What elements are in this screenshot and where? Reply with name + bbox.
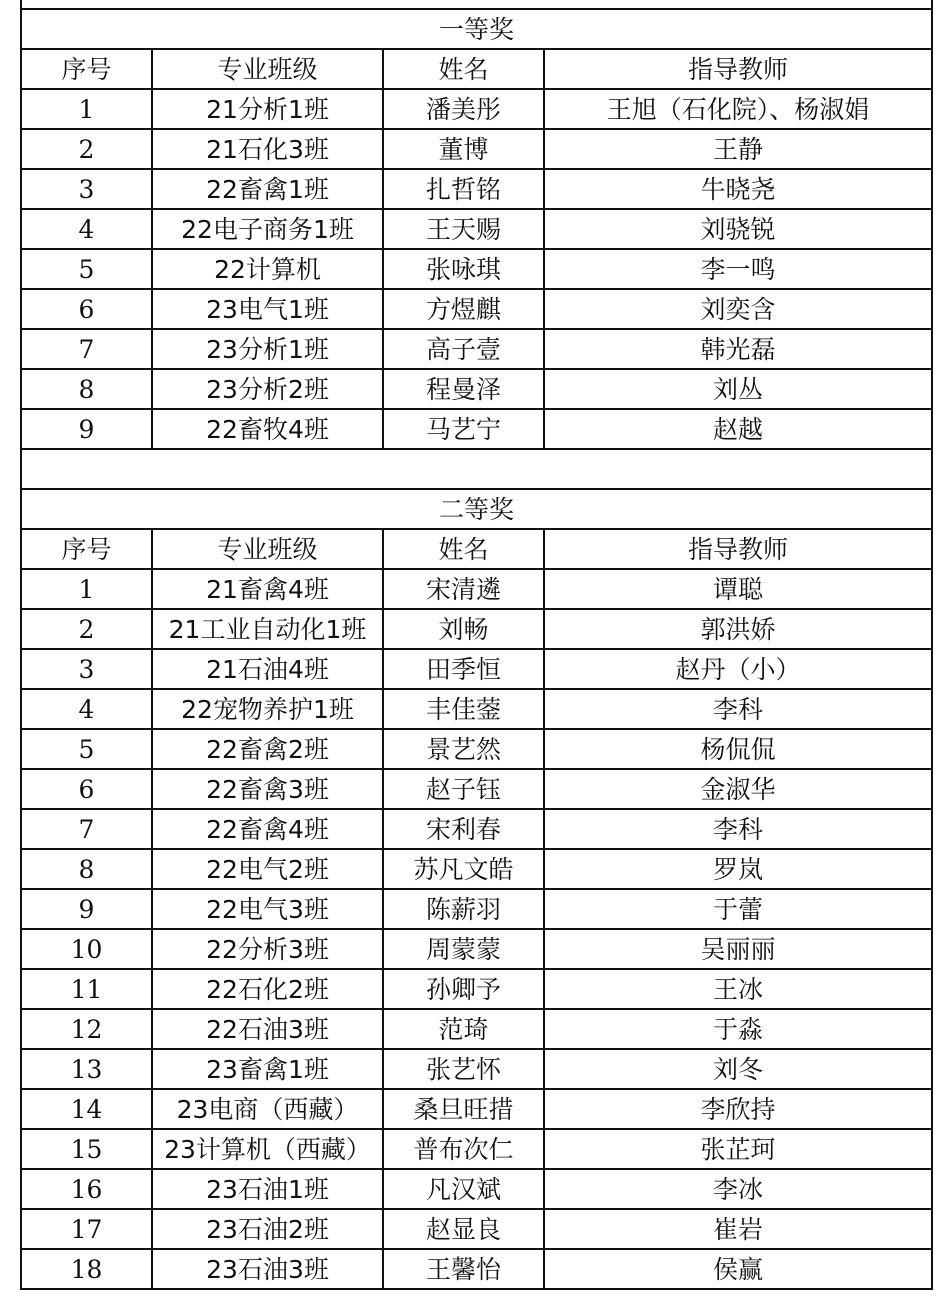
first-prize-header-class: 专业班级 (152, 49, 383, 89)
row-teacher: 郭洪娇 (544, 609, 932, 649)
row-student: 刘畅 (383, 609, 544, 649)
row-teacher: 侯赢 (544, 1249, 932, 1289)
row-class: 23分析2班 (152, 369, 383, 409)
table-row (21, 969, 932, 1009)
row-teacher: 于淼 (544, 1009, 932, 1049)
cropped-title-cell (21, 0, 932, 9)
table-row (21, 809, 932, 849)
award-list-sheet (20, 0, 931, 1290)
row-student: 景艺然 (383, 729, 544, 769)
row-class: 22畜禽3班 (152, 769, 383, 809)
row-teacher: 王静 (544, 129, 932, 169)
row-teacher: 王冰 (544, 969, 932, 1009)
row-student: 宋清遴 (383, 569, 544, 609)
row-index: 12 (21, 1009, 152, 1049)
row-teacher: 韩光磊 (544, 329, 932, 369)
first-prize-title: 一等奖 (21, 9, 932, 49)
table-row (21, 1209, 932, 1249)
row-index: 11 (21, 969, 152, 1009)
row-teacher: 刘冬 (544, 1049, 932, 1089)
row-student: 周蒙蒙 (383, 929, 544, 969)
table-row (21, 849, 932, 889)
row-teacher: 李一鸣 (544, 249, 932, 289)
row-index: 2 (21, 129, 152, 169)
table-row (21, 889, 932, 929)
table-row (21, 1089, 932, 1129)
second-prize-header-row (21, 529, 932, 569)
table-row (21, 289, 932, 329)
row-class: 22电气2班 (152, 849, 383, 889)
row-index: 6 (21, 769, 152, 809)
row-student: 张艺怀 (383, 1049, 544, 1089)
row-teacher: 金淑华 (544, 769, 932, 809)
row-index: 5 (21, 729, 152, 769)
row-teacher: 赵越 (544, 409, 932, 449)
row-index: 7 (21, 809, 152, 849)
row-teacher: 牛晓尧 (544, 169, 932, 209)
first-prize-title-row (21, 9, 932, 49)
table-row (21, 609, 932, 649)
row-index: 14 (21, 1089, 152, 1129)
row-student: 范琦 (383, 1009, 544, 1049)
spacer-row (21, 449, 932, 489)
table-row (21, 89, 932, 129)
spacer-cell (21, 449, 932, 489)
row-student: 王馨怡 (383, 1249, 544, 1289)
table-row (21, 1129, 932, 1169)
row-student: 凡汉斌 (383, 1169, 544, 1209)
row-student: 宋利春 (383, 809, 544, 849)
table-row (21, 249, 932, 289)
row-class: 22石化2班 (152, 969, 383, 1009)
row-teacher: 谭聪 (544, 569, 932, 609)
row-student: 方煜麒 (383, 289, 544, 329)
second-prize-title: 二等奖 (21, 489, 932, 529)
row-class: 21分析1班 (152, 89, 383, 129)
award-table (20, 0, 933, 1290)
table-row (21, 729, 932, 769)
row-teacher: 刘骁锐 (544, 209, 932, 249)
row-class: 21工业自动化1班 (152, 609, 383, 649)
row-class: 23分析1班 (152, 329, 383, 369)
table-row (21, 689, 932, 729)
row-teacher: 吴丽丽 (544, 929, 932, 969)
row-teacher: 张芷珂 (544, 1129, 932, 1169)
row-class: 22畜牧4班 (152, 409, 383, 449)
award-table-body (21, 0, 932, 1289)
row-student: 程曼泽 (383, 369, 544, 409)
row-class: 21石化3班 (152, 129, 383, 169)
row-teacher: 杨侃侃 (544, 729, 932, 769)
row-student: 丰佳蓥 (383, 689, 544, 729)
first-prize-header-teacher: 指导教师 (544, 49, 932, 89)
row-student: 赵子钰 (383, 769, 544, 809)
row-class: 21畜禽4班 (152, 569, 383, 609)
row-class: 22计算机 (152, 249, 383, 289)
row-class: 23石油1班 (152, 1169, 383, 1209)
row-student: 王天赐 (383, 209, 544, 249)
row-class: 22宠物养护1班 (152, 689, 383, 729)
cropped-top-row (21, 0, 932, 9)
row-student: 桑旦旺措 (383, 1089, 544, 1129)
row-class: 22分析3班 (152, 929, 383, 969)
row-class: 23电商（西藏） (152, 1089, 383, 1129)
row-class: 23石油2班 (152, 1209, 383, 1249)
row-index: 3 (21, 649, 152, 689)
row-index: 17 (21, 1209, 152, 1249)
table-row (21, 649, 932, 689)
row-teacher: 李冰 (544, 1169, 932, 1209)
row-index: 10 (21, 929, 152, 969)
row-index: 9 (21, 889, 152, 929)
row-student: 陈薪羽 (383, 889, 544, 929)
second-prize-header-name: 姓名 (383, 529, 544, 569)
row-student: 苏凡文皓 (383, 849, 544, 889)
second-prize-title-row (21, 489, 932, 529)
row-student: 高子壹 (383, 329, 544, 369)
table-row (21, 329, 932, 369)
row-class: 21石油4班 (152, 649, 383, 689)
row-teacher: 刘丛 (544, 369, 932, 409)
row-index: 1 (21, 569, 152, 609)
second-prize-header-index: 序号 (21, 529, 152, 569)
row-teacher: 刘奕含 (544, 289, 932, 329)
row-class: 23畜禽1班 (152, 1049, 383, 1089)
row-teacher: 王旭（石化院）、杨淑娟 (544, 89, 932, 129)
row-index: 2 (21, 609, 152, 649)
row-student: 潘美彤 (383, 89, 544, 129)
row-teacher: 赵丹（小） (544, 649, 932, 689)
row-student: 董博 (383, 129, 544, 169)
table-row (21, 929, 932, 969)
row-index: 16 (21, 1169, 152, 1209)
row-student: 赵显良 (383, 1209, 544, 1249)
second-prize-header-class: 专业班级 (152, 529, 383, 569)
row-index: 6 (21, 289, 152, 329)
row-index: 8 (21, 369, 152, 409)
row-index: 1 (21, 89, 152, 129)
table-row (21, 129, 932, 169)
table-row (21, 209, 932, 249)
first-prize-header-index: 序号 (21, 49, 152, 89)
row-index: 8 (21, 849, 152, 889)
row-teacher: 李科 (544, 689, 932, 729)
second-prize-header-teacher: 指导教师 (544, 529, 932, 569)
row-index: 9 (21, 409, 152, 449)
row-index: 4 (21, 689, 152, 729)
table-row (21, 369, 932, 409)
first-prize-header-row (21, 49, 932, 89)
row-class: 23电气1班 (152, 289, 383, 329)
row-student: 普布次仁 (383, 1129, 544, 1169)
row-teacher: 李科 (544, 809, 932, 849)
table-row (21, 569, 932, 609)
table-row (21, 1049, 932, 1089)
row-index: 13 (21, 1049, 152, 1089)
row-index: 15 (21, 1129, 152, 1169)
row-student: 孙卿予 (383, 969, 544, 1009)
row-teacher: 于蕾 (544, 889, 932, 929)
row-student: 田季恒 (383, 649, 544, 689)
row-student: 扎哲铭 (383, 169, 544, 209)
row-student: 张咏琪 (383, 249, 544, 289)
row-class: 23石油3班 (152, 1249, 383, 1289)
table-row (21, 769, 932, 809)
row-class: 22石油3班 (152, 1009, 383, 1049)
row-index: 5 (21, 249, 152, 289)
row-index: 4 (21, 209, 152, 249)
table-row (21, 1009, 932, 1049)
row-class: 22畜禽1班 (152, 169, 383, 209)
table-row (21, 169, 932, 209)
row-class: 22电子商务1班 (152, 209, 383, 249)
row-student: 马艺宁 (383, 409, 544, 449)
row-teacher: 罗岚 (544, 849, 932, 889)
row-class: 23计算机（西藏） (152, 1129, 383, 1169)
row-teacher: 李欣持 (544, 1089, 932, 1129)
row-class: 22电气3班 (152, 889, 383, 929)
row-index: 18 (21, 1249, 152, 1289)
row-class: 22畜禽4班 (152, 809, 383, 849)
table-row (21, 1249, 932, 1289)
table-row (21, 1169, 932, 1209)
row-index: 7 (21, 329, 152, 369)
row-index: 3 (21, 169, 152, 209)
row-teacher: 崔岩 (544, 1209, 932, 1249)
table-row (21, 409, 932, 449)
row-class: 22畜禽2班 (152, 729, 383, 769)
first-prize-header-name: 姓名 (383, 49, 544, 89)
